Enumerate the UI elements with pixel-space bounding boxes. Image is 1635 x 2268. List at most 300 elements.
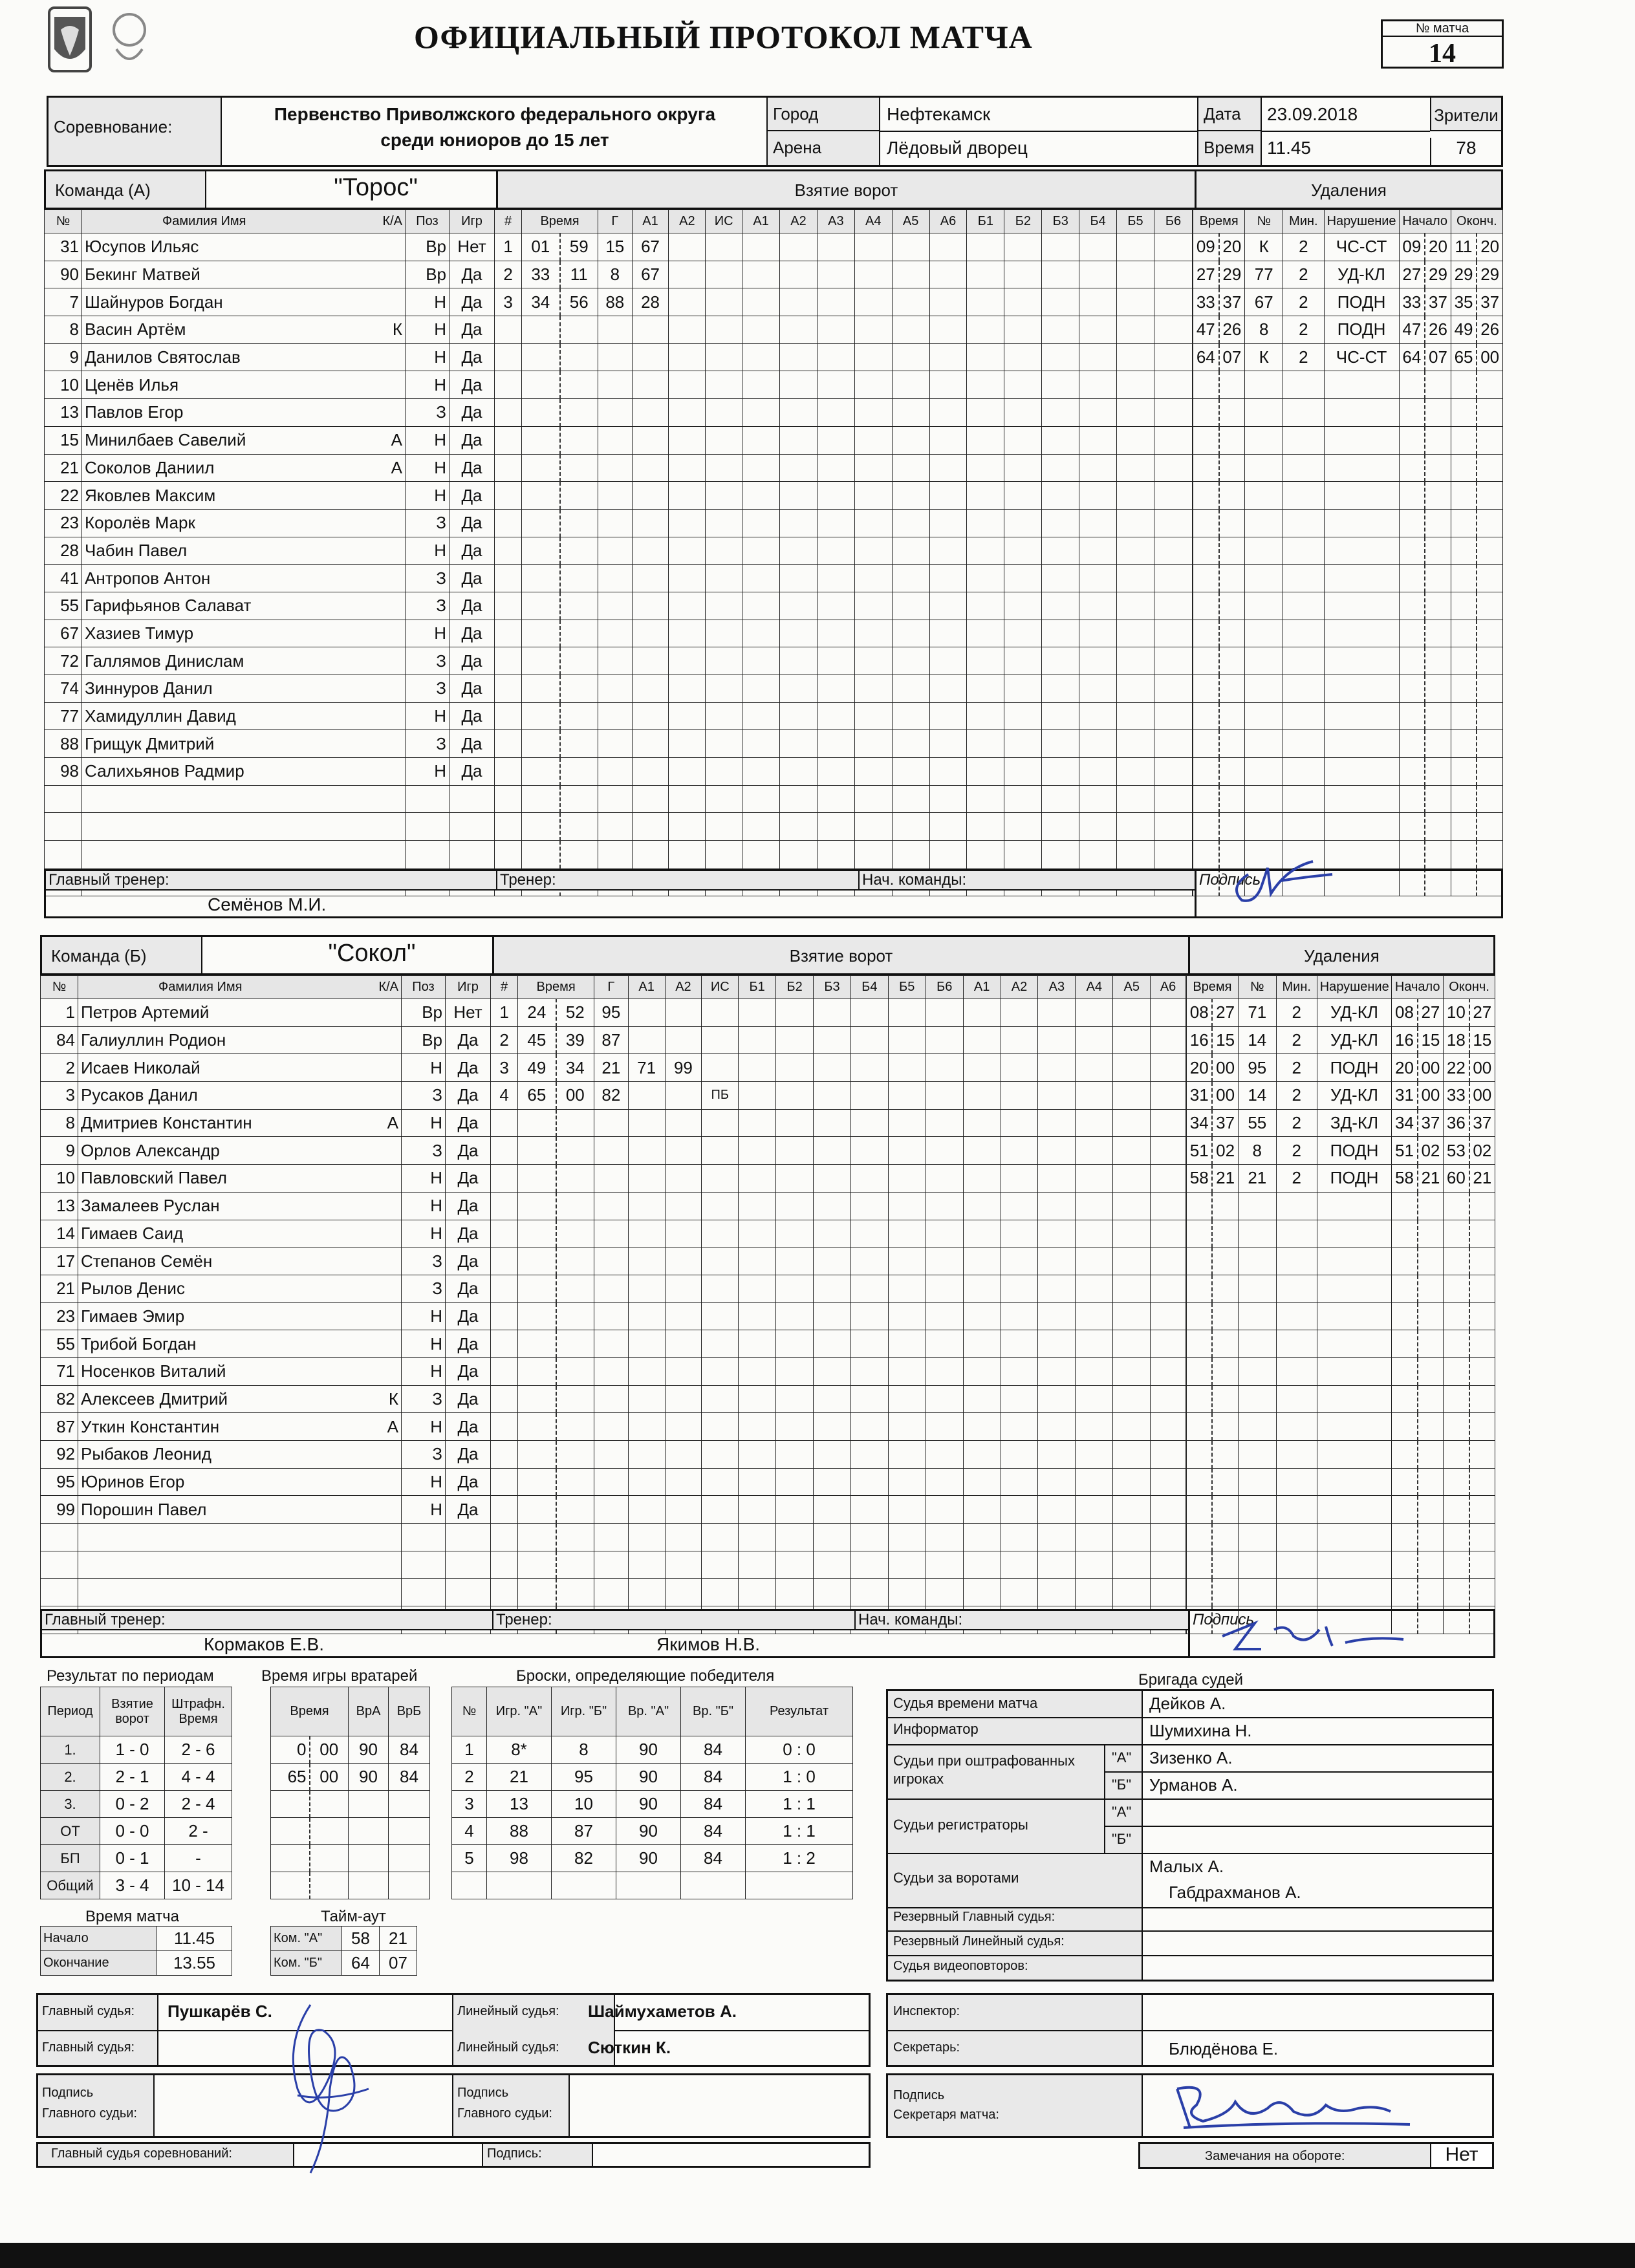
gk-a [349,1818,389,1845]
goal-a2 [669,288,706,316]
on-ice-cell [1076,1413,1113,1441]
goal-ss [560,565,598,592]
penalty-no [1245,509,1283,537]
gk-time-sec [310,1845,349,1872]
on-ice-cell [776,1220,814,1247]
penalty-smm [1392,1441,1418,1469]
penalty-inf: УД-КЛ [1317,1026,1392,1054]
goal-row [495,813,1193,841]
on-ice-cell [963,1137,1001,1165]
team-a-section [44,169,1503,920]
goal-a2 [665,1165,702,1193]
penalty-sss [1425,620,1451,647]
gk-time-row [271,1872,430,1899]
on-ice-cell [926,1330,963,1358]
penalty-inf: ЗД-КЛ [1317,1109,1392,1137]
gk-b: 84 [389,1764,430,1791]
goal-col-header: Б6 [926,976,963,999]
goal-g [594,1496,629,1524]
goal-n: 1 [491,999,518,1027]
penalty-judge-a-tag: "А" [1112,1749,1132,1766]
shootout-n: 2 [452,1764,487,1791]
player-position: Н [402,1192,446,1220]
penalty-emm [1451,565,1477,592]
penalty-smm: 34 [1392,1109,1418,1137]
penalty-smm: 09 [1399,233,1425,261]
goal-a1 [632,592,669,620]
penalty-ss [1212,1413,1238,1441]
on-ice-cell [850,1302,888,1330]
goal-a1 [628,1496,665,1524]
on-ice-cell [1042,841,1079,869]
on-ice-cell [892,233,929,261]
on-ice-cell [776,1441,814,1469]
penalty-sss [1425,399,1451,427]
shootout-gb: 84 [681,1791,746,1818]
penalty-sss [1425,537,1451,565]
player-name [78,1054,402,1082]
on-ice-cell [1154,647,1192,675]
on-ice-cell [1001,1109,1038,1137]
on-ice-cell [1154,482,1192,510]
on-ice-cell [1113,1524,1151,1551]
goal-g: 87 [594,1026,629,1054]
penalty-mm: 31 [1187,1082,1213,1110]
goal-is [702,1137,739,1165]
on-ice-cell [814,1524,851,1551]
shootout-pa: 21 [487,1764,552,1791]
penalty-no [1245,785,1283,813]
goal-col-header: Время [522,210,598,233]
on-ice-cell [929,288,967,316]
on-ice-cell [814,1026,851,1054]
penalty-no [1238,1385,1276,1413]
gk-time-row [271,1764,430,1791]
player-row [41,1330,491,1358]
player-name [78,1385,402,1413]
penalty-mm: 34 [1187,1109,1213,1137]
goal-n [491,1468,518,1496]
goal-mm [522,426,560,454]
shootout-pa: 8* [487,1736,552,1764]
goal-col-header: А1 [632,210,669,233]
shootout-gb [681,1872,746,1899]
shootout-res: 1 : 2 [746,1845,853,1872]
goal-a1 [632,813,669,841]
main-ref-sign-label-cell-right [453,2075,570,2136]
on-ice-cell [1079,482,1117,510]
goal-row [495,647,1193,675]
goal-row [491,1137,1186,1165]
penalty-inf [1317,1192,1392,1220]
penalty-ss [1219,426,1245,454]
on-ice-cell [1038,1247,1076,1275]
goal-row [491,1275,1186,1302]
main-ref-label-1: Главный судья: [42,2004,135,2018]
on-ice-cell [1004,454,1042,482]
gk-time-sec [310,1818,349,1845]
on-ice-cell [1004,371,1042,399]
inspector-mid-rule [888,2030,1492,2031]
on-ice-cell [1076,1579,1113,1606]
on-ice-cell [929,261,967,288]
line-ref-label-1: Линейный судья: [457,2004,559,2018]
goal-col-header: А1 [963,976,1001,999]
on-ice-cell [850,1137,888,1165]
on-ice-cell [739,1357,776,1385]
on-ice-cell [1113,1082,1151,1110]
penalty-mm [1187,1441,1213,1469]
on-ice-cell [739,1082,776,1110]
penalty-row [1187,1551,1495,1579]
on-ice-cell [888,1054,926,1082]
goals-col: Взятие ворот [100,1687,165,1736]
on-ice-cell [1004,565,1042,592]
penalty-emm [1444,1247,1469,1275]
team-a-players-table [44,210,495,896]
empty-cell [406,841,449,869]
penalty-no [1238,1551,1276,1579]
goal-col-header: ИС [702,976,739,999]
goal-row [491,1220,1186,1247]
on-ice-cell [1076,1441,1113,1469]
penalty-inf [1317,1441,1392,1469]
on-ice-cell [1117,592,1154,620]
goal-mm [518,1496,556,1524]
penalty-sss [1418,1441,1444,1469]
goal-mm [518,1330,556,1358]
on-ice-cell [1001,1385,1038,1413]
shootout-header [452,1687,853,1736]
player-position: Н [406,426,449,454]
penalty-mm: 47 [1193,316,1219,344]
penalty-row [1193,426,1503,454]
on-ice-cell [854,730,892,758]
reserve-line-label: Резервный Линейный судья: [893,1934,1065,1949]
goal-is [702,1192,739,1220]
on-ice-cell [963,1551,1001,1579]
arena-label-cell [766,131,880,165]
on-ice-cell [1154,620,1192,647]
player-name [82,454,406,482]
penalty-ss [1219,509,1245,537]
penalty-smm [1399,785,1425,813]
on-ice-cell [850,1357,888,1385]
goal-a2 [665,1496,702,1524]
shootout-col-header: Игр. "Б" [552,1687,616,1736]
match-start-value: 11.45 [157,1927,232,1951]
penalty-ss: 37 [1219,288,1245,316]
on-ice-cell [1038,1302,1076,1330]
penalty-ess: 20 [1477,233,1502,261]
on-ice-cell [776,1330,814,1358]
on-ice-cell [1113,1468,1151,1496]
penalty-sss: 37 [1425,288,1451,316]
player-playing: Да [446,1413,491,1441]
penalty-ess [1477,509,1502,537]
penalty-smm [1399,565,1425,592]
goal-is [702,1109,739,1137]
periods-title: Результат по периодам [47,1667,214,1685]
on-ice-cell [739,1524,776,1551]
player-name-text: Галиуллин Родион [81,1030,226,1050]
match-time-table [40,1926,232,1976]
penalty-emm: 29 [1451,261,1477,288]
empty-cell [78,1551,402,1579]
penalty-min [1283,730,1324,758]
on-ice-cell [963,1441,1001,1469]
team-b-penalties-header [1187,976,1495,999]
player-number: 99 [41,1496,78,1524]
goal-row [495,399,1193,427]
penalty-sss [1425,647,1451,675]
player-row [45,537,495,565]
player-number: 7 [45,288,82,316]
goal-g: 95 [594,999,629,1027]
penalty-inf [1324,758,1399,786]
on-ice-cell [888,1247,926,1275]
goal-a1 [632,841,669,869]
on-ice-cell [817,233,854,261]
gk-time-header [271,1687,430,1736]
on-ice-cell [1038,1109,1076,1137]
period-goals: 2 - 1 [100,1764,165,1791]
goal-a1 [632,399,669,427]
on-ice-cell [1154,371,1192,399]
on-ice-cell [926,1192,963,1220]
penalty-mm [1193,702,1219,730]
on-ice-cell [854,785,892,813]
on-ice-cell [739,1385,776,1413]
on-ice-cell [814,1275,851,1302]
on-ice-cell [739,1247,776,1275]
penalty-ss: 21 [1212,1165,1238,1193]
on-ice-cell [780,565,817,592]
period-name: 2. [41,1764,100,1791]
goal-ss [560,730,598,758]
penalty-row [1187,1441,1495,1469]
on-ice-cell [780,813,817,841]
on-ice-cell [780,261,817,288]
player-position: Вр [406,261,449,288]
team-a-head-coach: Семёнов М.И. [208,894,327,914]
col-name-label: Фамилия Имя [162,214,246,228]
on-ice-cell [1076,1385,1113,1413]
team-b-coach-label: Тренер: [496,1611,552,1628]
penalty-sss: 29 [1425,261,1451,288]
gk-b [389,1872,430,1899]
period-goals-a: 3 [115,1875,125,1895]
on-ice-cell [963,1413,1001,1441]
goal-g [594,1137,629,1165]
penalty-no: 55 [1238,1109,1276,1137]
player-position: З [406,592,449,620]
on-ice-cell [814,1579,851,1606]
shootout-ga: 90 [616,1736,681,1764]
penalty-ss [1212,1192,1238,1220]
penalty-no [1238,1441,1276,1469]
penalty-smm [1392,1192,1418,1220]
player-name [82,288,406,316]
on-ice-cell [1042,565,1079,592]
on-ice-cell [1117,233,1154,261]
goal-g: 15 [598,233,632,261]
period-goals-b: 1 [140,1767,149,1786]
player-name [82,730,406,758]
penalty-no [1245,537,1283,565]
goal-a2 [669,399,706,427]
shootout-col-header: Игр. "А" [487,1687,552,1736]
goal-a1 [632,343,669,371]
on-ice-cell [742,399,780,427]
main-ref-sign-label-cell-left [38,2075,155,2136]
penalty-smm [1392,1302,1418,1330]
on-ice-cell [892,343,929,371]
match-start-label: Начало [41,1927,157,1951]
on-ice-cell [1001,1302,1038,1330]
on-ice-cell [854,565,892,592]
scorer-b-tag: "Б" [1112,1831,1132,1847]
penalty-emm: 22 [1444,1054,1469,1082]
penalty-smm [1399,537,1425,565]
date-value: 23.09.2018 [1267,104,1358,124]
on-ice-cell [1154,426,1192,454]
col-position: Поз [402,976,446,999]
on-ice-cell [1001,1220,1038,1247]
gk-time-min: 0 [271,1736,310,1764]
on-ice-cell [963,1496,1001,1524]
on-ice-cell [817,399,854,427]
team-a-coach-divider [46,889,1195,891]
on-ice-cell [776,1026,814,1054]
team-b-goals-table [490,975,1186,1634]
goal-mm [518,1441,556,1469]
empty-cell [78,1524,402,1551]
player-playing: Да [449,371,495,399]
on-ice-cell [1117,813,1154,841]
penalty-no [1245,702,1283,730]
goal-a2 [669,509,706,537]
player-number: 67 [45,620,82,647]
on-ice-cell [1113,1413,1151,1441]
on-ice-cell [739,1054,776,1082]
goal-ss [560,620,598,647]
goal-is [706,343,742,371]
on-ice-cell [1042,647,1079,675]
penalty-inf [1324,509,1399,537]
on-ice-cell [929,620,967,647]
on-ice-cell [776,1468,814,1496]
on-ice-cell [1151,1192,1186,1220]
goal-row [495,758,1193,786]
goal-col-header: А1 [628,976,665,999]
goal-a2 [669,371,706,399]
penalty-sss [1425,426,1451,454]
penalty-ss [1219,647,1245,675]
penalty-ss [1219,813,1245,841]
penalty-mm [1193,592,1219,620]
timekeeper-value: Дейков А. [1149,1694,1226,1713]
on-ice-cell [780,399,817,427]
goal-ss [556,1137,594,1165]
spectators-label: Зрители [1434,105,1499,125]
player-name-text: Замалеев Руслан [81,1196,220,1216]
goal-g [594,1441,629,1469]
goal-a1 [628,1275,665,1302]
goal-a1 [628,1441,665,1469]
on-ice-cell [780,482,817,510]
goal-mm [518,1247,556,1275]
goal-g [594,1247,629,1275]
goal-ss [560,841,598,869]
penalty-emm: 53 [1444,1137,1469,1165]
goal-g [594,1551,629,1579]
player-name-text: Порошин Павел [81,1499,207,1519]
shootout-res: 1 : 0 [746,1764,853,1791]
player-number: 10 [45,371,82,399]
period-row [41,1736,232,1764]
goal-ss [560,316,598,344]
goal-g [598,454,632,482]
on-ice-cell [963,1330,1001,1358]
goal-ss: 59 [560,233,598,261]
period-goals-a: 1 [115,1740,125,1759]
gk-time-sec: 00 [310,1736,349,1764]
player-playing: Да [446,1385,491,1413]
period-pen-b: 4 [206,1767,215,1786]
on-ice-cell [854,647,892,675]
penalty-emm: 10 [1444,999,1469,1027]
penalty-row [1193,537,1503,565]
player-playing: Да [449,316,495,344]
player-position: Вр [402,999,446,1027]
on-ice-cell [1042,426,1079,454]
on-ice-cell [967,482,1004,510]
on-ice-cell [1004,592,1042,620]
goal-ss [556,1192,594,1220]
player-row [45,343,495,371]
player-name [82,702,406,730]
on-ice-cell [1117,620,1154,647]
on-ice-cell [963,999,1001,1027]
on-ice-cell [1004,509,1042,537]
goal-mm: 49 [518,1054,556,1082]
on-ice-cell [1151,1054,1186,1082]
player-name [78,1165,402,1193]
team-a-head-coach-label-cell [46,871,496,889]
penalty-row [1187,1579,1495,1606]
on-ice-cell [926,1551,963,1579]
player-playing: Да [446,1441,491,1469]
on-ice-cell [854,509,892,537]
officials-rule-4 [888,1798,1492,1800]
city-label-cell [766,98,880,131]
officials-rule-6 [888,1853,1492,1854]
player-position: Н [402,1468,446,1496]
officials-panel [886,1689,1494,1982]
goal-a2 [669,426,706,454]
penalty-smm [1392,1275,1418,1302]
player-row [41,1082,491,1110]
goal-row [495,841,1193,869]
penalty-min [1276,1302,1317,1330]
on-ice-cell [1004,647,1042,675]
penalty-min [1283,592,1324,620]
competition-line-2: среди юниоров до 15 лет [380,130,609,150]
penalty-smm [1399,702,1425,730]
goal-n [495,316,522,344]
player-name-text: Хамидуллин Давид [85,706,236,726]
